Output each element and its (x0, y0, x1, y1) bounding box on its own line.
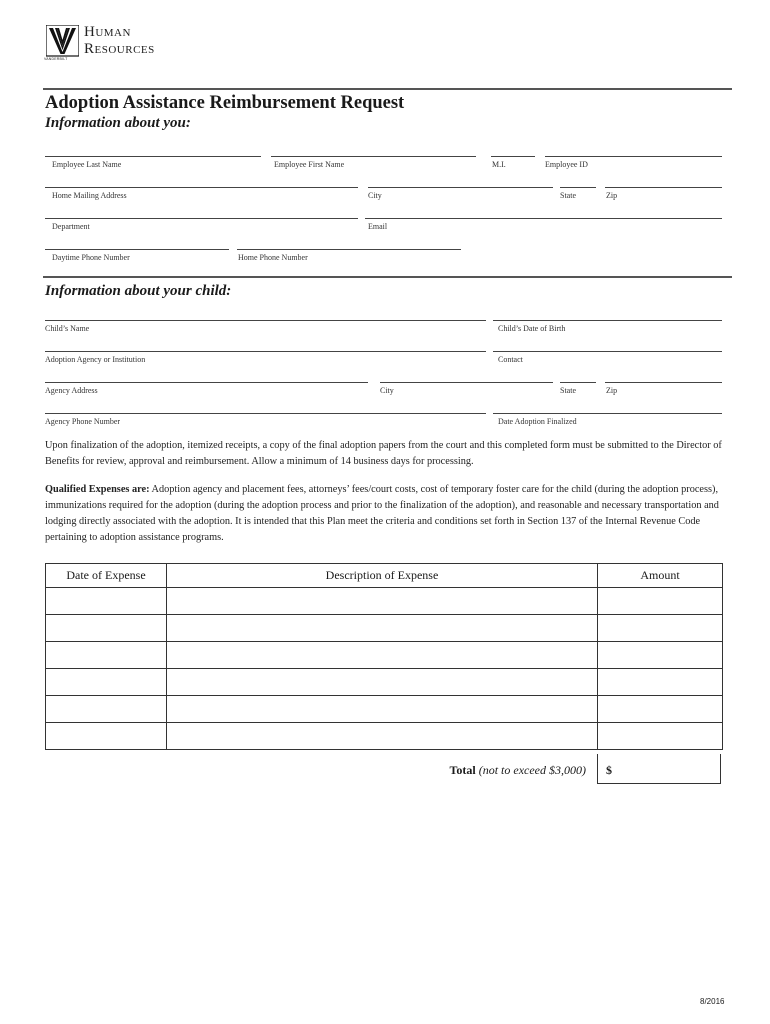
page-title: Adoption Assistance Reimbursement Request (45, 93, 405, 113)
city-field[interactable] (368, 187, 553, 188)
qualified-expenses-label: Qualified Expenses are: (45, 484, 150, 495)
amount-cell[interactable] (598, 669, 723, 696)
qualified-expenses-body: Adoption agency and placement fees, attorneys’ fees/court costs, cost of temporary foster care for the child (during the adoption process), immunizations required for the adoption (during the adoption process and prior to the finalization of the adoption), and reasonable and necessary transportation and lodging directly associated with the adoption. It is intended that this Plan meet the criteria and conditions set forth in Section 137 of the Internal Revenue Code pertaining to adoption assistance programs. (45, 484, 719, 543)
child-dob-field[interactable] (493, 320, 722, 321)
mi-field[interactable] (491, 156, 535, 157)
amount-cell[interactable] (598, 642, 723, 669)
instructions-text: Upon finalization of the adoption, itemized receipts, a copy of the final adoption papers from the court and this completed form must be submitted to the Director of Benefits for review, approval and reimbursement. Allow a minimum of 14 business days for processing. (45, 440, 722, 467)
table-row (46, 696, 723, 723)
state-label: State (560, 191, 576, 200)
revision-date: 8/2016 (700, 997, 725, 1006)
currency-symbol: $ (606, 763, 612, 777)
total-amount-field[interactable] (597, 754, 721, 784)
employee-id-label: Employee ID (545, 160, 588, 169)
department-label: Department (52, 222, 90, 231)
first-name-field[interactable] (271, 156, 476, 157)
child-dob-label: Child’s Date of Birth (498, 324, 566, 333)
section-heading-you: Information about you: (45, 115, 191, 131)
table-row (46, 588, 723, 615)
department-field[interactable] (45, 218, 358, 219)
amount-cell[interactable] (598, 723, 723, 750)
amount-cell[interactable] (598, 588, 723, 615)
table-row (46, 669, 723, 696)
agency-zip-label: Zip (606, 386, 618, 395)
total-text: Total (449, 763, 476, 777)
home-address-field[interactable] (45, 187, 358, 188)
agency-city-field[interactable] (380, 382, 553, 383)
date-cell[interactable] (46, 615, 167, 642)
table-header-row (46, 564, 723, 588)
agency-state-label: State (560, 386, 576, 395)
mi-label: M.I. (492, 160, 506, 169)
agency-phone-label: Agency Phone Number (45, 417, 121, 426)
daytime-phone-label: Daytime Phone Number (52, 253, 130, 262)
zip-field[interactable] (605, 187, 722, 188)
child-name-field[interactable] (45, 320, 486, 321)
table-row (46, 642, 723, 669)
agency-address-field[interactable] (45, 382, 368, 383)
home-phone-field[interactable] (237, 249, 461, 250)
child-name-label: Child’s Name (45, 324, 90, 333)
city-label: City (368, 191, 382, 200)
state-field[interactable] (560, 187, 596, 188)
last-name-field[interactable] (45, 156, 261, 157)
col-header-amount: Amount (598, 564, 723, 588)
last-name-label: Employee Last Name (52, 160, 122, 169)
date-cell[interactable] (46, 723, 167, 750)
section-divider (43, 276, 732, 278)
agency-field[interactable] (45, 351, 486, 352)
agency-label: Adoption Agency or Institution (45, 355, 146, 364)
total-label (300, 763, 586, 778)
email-label: Email (368, 222, 388, 231)
logo-text (84, 24, 155, 58)
qualified-expenses-text (45, 482, 730, 546)
agency-city-label: City (380, 386, 394, 395)
first-name-label: Employee First Name (274, 160, 345, 169)
date-cell[interactable] (46, 588, 167, 615)
date-cell[interactable] (46, 642, 167, 669)
date-cell[interactable] (46, 669, 167, 696)
col-header-description: Description of Expense (167, 564, 598, 588)
header-divider (43, 88, 732, 90)
employee-id-field[interactable] (545, 156, 722, 157)
home-phone-label: Home Phone Number (238, 253, 308, 262)
description-cell[interactable] (167, 588, 598, 615)
agency-state-field[interactable] (560, 382, 596, 383)
table-row (46, 615, 723, 642)
amount-cell[interactable] (598, 696, 723, 723)
agency-address-label: Agency Address (45, 386, 98, 395)
zip-label: Zip (606, 191, 618, 200)
vanderbilt-logo-icon (46, 25, 79, 58)
expense-rows (46, 588, 723, 750)
logo-line1: Human (84, 24, 131, 40)
expense-table (45, 563, 723, 750)
total-note: (not to exceed $3,000) (478, 763, 586, 777)
amount-cell[interactable] (598, 615, 723, 642)
description-cell[interactable] (167, 696, 598, 723)
date-finalized-field[interactable] (493, 413, 722, 414)
description-cell[interactable] (167, 723, 598, 750)
date-finalized-label: Date Adoption Finalized (498, 417, 577, 426)
col-header-date: Date of Expense (46, 564, 167, 588)
agency-phone-field[interactable] (45, 413, 486, 414)
description-cell[interactable] (167, 615, 598, 642)
daytime-phone-field[interactable] (45, 249, 229, 250)
contact-field[interactable] (493, 351, 722, 352)
home-address-label: Home Mailing Address (52, 191, 127, 200)
contact-label: Contact (498, 355, 523, 364)
agency-zip-field[interactable] (605, 382, 722, 383)
description-cell[interactable] (167, 642, 598, 669)
logo-line2: Resources (84, 41, 155, 57)
logo-small-text: VANDERBILT (44, 57, 68, 61)
email-field[interactable] (365, 218, 722, 219)
date-cell[interactable] (46, 696, 167, 723)
section-heading-child: Information about your child: (45, 283, 232, 299)
table-row (46, 723, 723, 750)
description-cell[interactable] (167, 669, 598, 696)
